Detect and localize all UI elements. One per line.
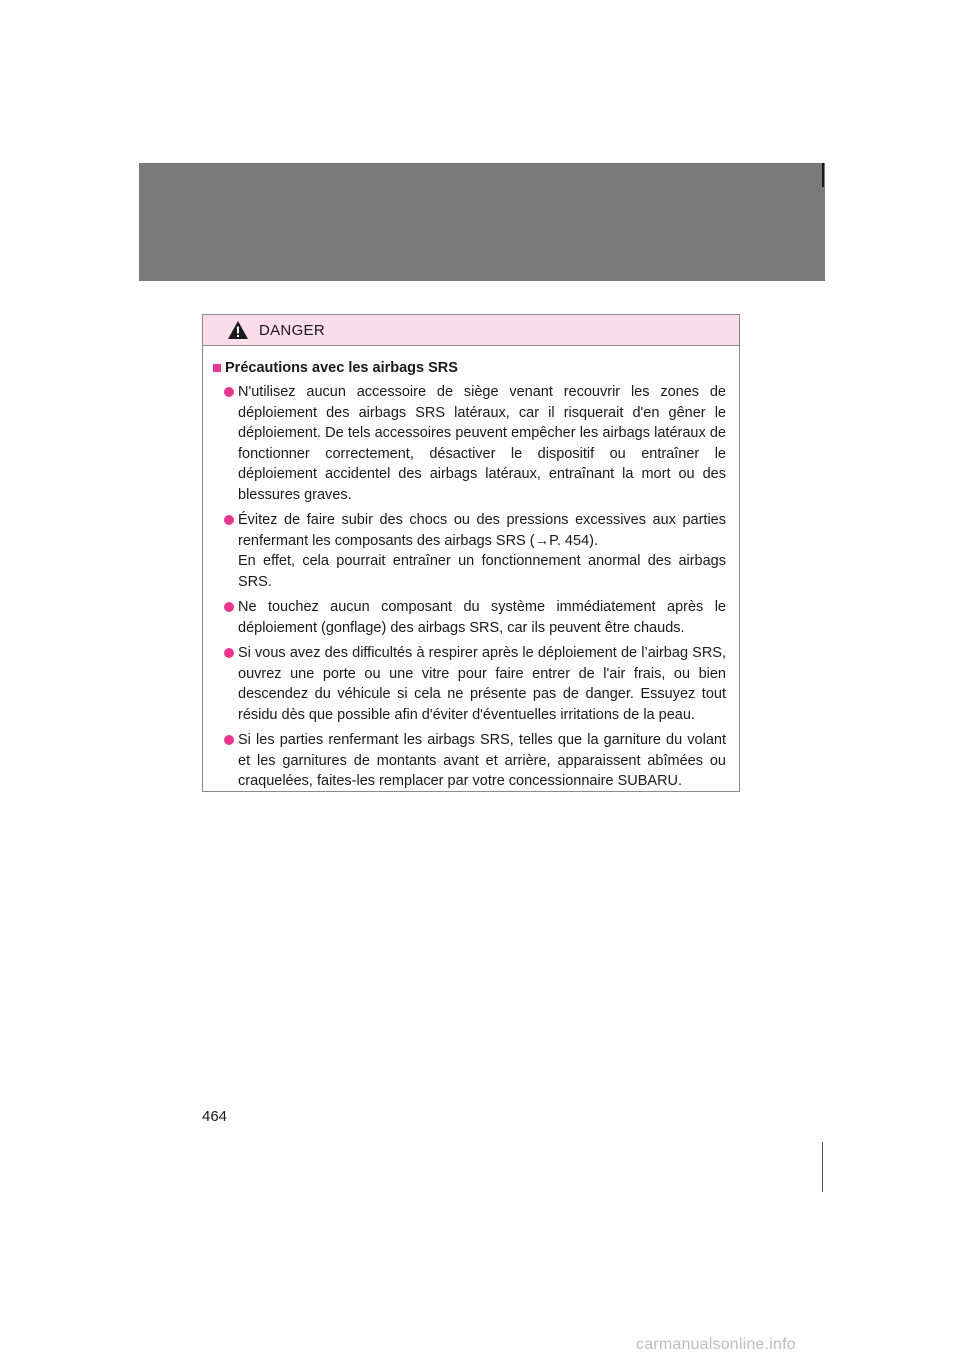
warning-triangle-icon: [227, 320, 249, 340]
round-bullet-icon: [224, 648, 234, 658]
list-item-text: Si vous avez des difficultés à respirer après le déploiement de l’airbag SRS, ouvrez une porte ou une vitre pour faire entrer de l'air frais, ou bien descendez du véhicule si cela ne présente pas de danger. Essuyez tout résidu dès que possible afin d'éviter d'éventuelles irritations de la peau.: [238, 645, 726, 723]
list-item-text: N'utilisez aucun accessoire de siège venant recouvrir les zones de déploiement des airbags SRS latéraux, car il risquerait d'en gêner le déploiement. De tels accessoires peuvent empêcher les airbags latéraux de fonctionner correctement, désactiver le dispositif ou entraîner le déploiement accidentel des airbags latéraux, entraînant la mort ou des blessures graves.: [238, 384, 726, 503]
danger-title: DANGER: [259, 321, 325, 339]
danger-box: [202, 314, 740, 792]
header-tick: [822, 163, 824, 187]
round-bullet-icon: [224, 515, 234, 525]
list-item-text: Ne touchez aucun composant du système immédiatement après le déploiement (gonflage) des airbags SRS, car ils peuvent être chauds.: [238, 599, 726, 636]
list-item-text: Évitez de faire subir des chocs ou des pressions excessives aux parties renfermant les composants des airbags SRS (→P. 454).: [238, 512, 726, 549]
list-item: [213, 730, 726, 792]
list-item-text-continued: En effet, cela pourrait entraîner un fonctionnement anormal des airbags SRS.: [238, 553, 726, 590]
list-item: [213, 510, 726, 592]
square-bullet-icon: [213, 364, 221, 372]
section-heading-text: Précautions avec les airbags SRS: [225, 360, 458, 376]
list-item-text: Si les parties renfermant les airbags SRS, telles que la garniture du volant et les garnitures de montants avant et arrière, apparaissent abîmées ou craquelées, faites-les remplacer par votre concessionnaire SUBARU.: [238, 732, 726, 789]
list-item: [213, 643, 726, 725]
danger-body: [203, 346, 739, 792]
list-item: [213, 382, 726, 505]
section-heading: [213, 360, 726, 376]
danger-header: [203, 315, 739, 346]
list-item: [213, 597, 726, 638]
round-bullet-icon: [224, 387, 234, 397]
round-bullet-icon: [224, 602, 234, 612]
margin-rule: [822, 1142, 823, 1192]
page-number: 464: [202, 1108, 228, 1125]
watermark: carmanualsonline.info: [636, 1336, 796, 1353]
round-bullet-icon: [224, 735, 234, 745]
header-band: [139, 163, 825, 281]
